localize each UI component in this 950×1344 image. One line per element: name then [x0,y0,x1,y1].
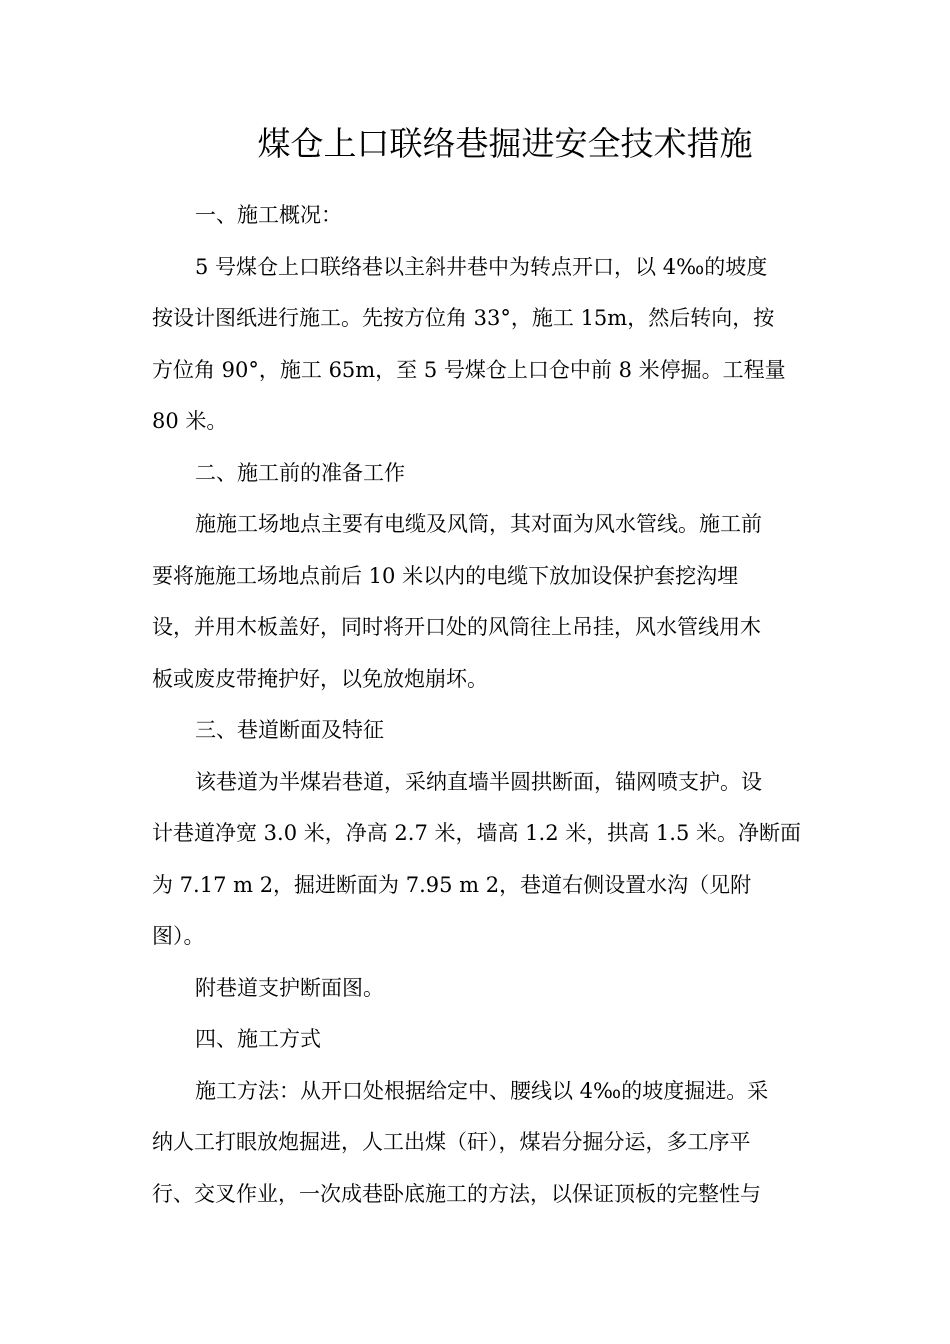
paragraph-line: 80 米。 [152,409,228,433]
paragraph-line: 要将施施工场地点前后 10 米以内的电缆下放加设保护套挖沟埋 [152,564,739,588]
section-heading-cross-section: 三、巷道断面及特征 [195,718,384,742]
document-title: 煤仓上口联络巷掘进安全技术措施 [257,124,753,163]
paragraph-line: 方位角 90°，施工 65m，至 5 号煤仓上口仓中前 8 米停掘。工程量 [152,358,786,382]
section-heading-preparation: 二、施工前的准备工作 [195,461,405,485]
paragraph-line: 行、交叉作业，一次成巷卧底施工的方法，以保证顶板的完整性与 [152,1182,761,1206]
section-heading-overview: 一、施工概况： [195,203,342,227]
attachment-note: 附巷道支护断面图。 [195,976,384,1000]
paragraph-line: 计巷道净宽 3.0 米，净高 2.7 米，墙高 1.2 米，拱高 1.5 米。净断面 [152,821,801,845]
paragraph-line: 板或废皮带掩护好，以免放炮崩坏。 [152,667,488,691]
paragraph-line: 按设计图纸进行施工。先按方位角 33°，施工 15m，然后转向，按 [152,306,775,330]
section-heading-method: 四、施工方式 [195,1027,321,1051]
paragraph-line: 该巷道为半煤岩巷道，采纳直墙半圆拱断面，锚网喷支护。设 [195,770,762,794]
paragraph-line: 施工方法：从开口处根据给定中、腰线以 4‰的坡度掘进。采 [195,1079,769,1103]
paragraph-line: 纳人工打眼放炮掘进，人工出煤（矸），煤岩分掘分运，多工序平 [152,1130,751,1154]
paragraph-line: 施施工场地点主要有电缆及风筒，其对面为风水管线。施工前 [195,512,762,536]
paragraph-line: 图）。 [152,924,205,948]
paragraph-line: 5 号煤仓上口联络巷以主斜井巷中为转点开口，以 4‰的坡度 [195,255,768,279]
paragraph-line: 为 7.17 m 2，掘进断面为 7.95 m 2，巷道右侧设置水沟（见附 [152,873,752,897]
paragraph-line: 设，并用木板盖好，同时将开口处的风筒往上吊挂，风水管线用木 [152,615,761,639]
